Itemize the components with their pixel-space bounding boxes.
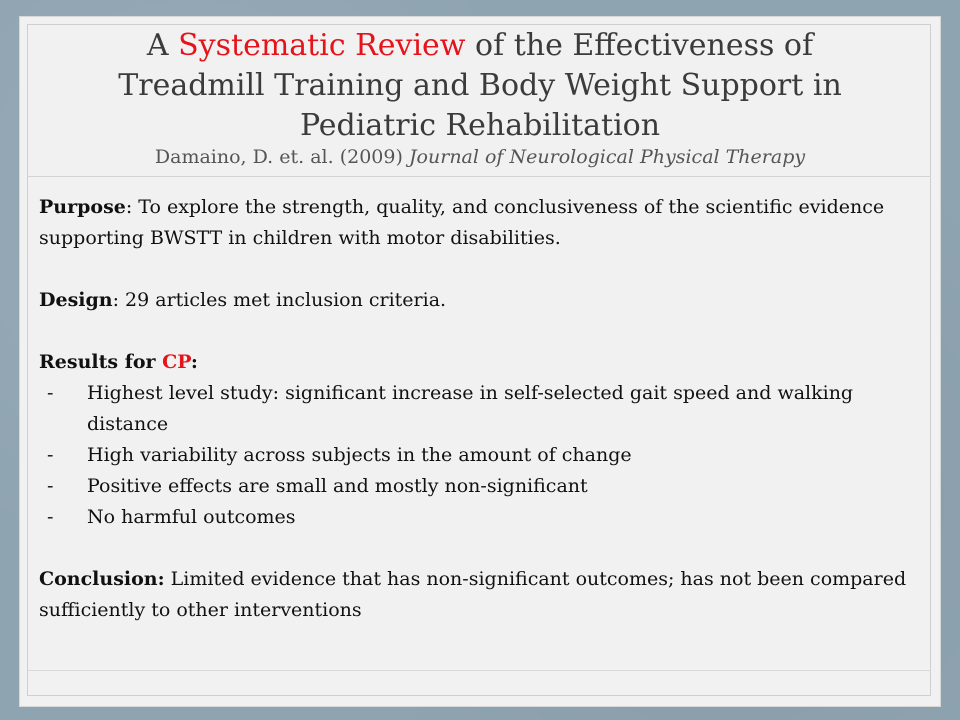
results-label-suffix: : — [190, 351, 198, 373]
title-prefix: A — [146, 28, 179, 63]
conclusion-text: Limited evidence that has non-significant outcomes; has not been compared sufficiently to other interventions — [39, 568, 907, 621]
results-label-highlight: CP — [162, 351, 191, 373]
conclusion-label: Conclusion: — [39, 568, 165, 590]
slide-body — [39, 192, 919, 626]
results-section — [39, 347, 919, 533]
bullet-dash: - — [47, 382, 54, 404]
list-item — [39, 502, 919, 533]
citation-authors: Damaino, D. et. al. (2009) — [154, 146, 409, 168]
slide-title — [69, 26, 891, 146]
results-label-prefix: Results for — [39, 351, 163, 373]
results-heading — [39, 347, 919, 378]
list-item-text: High variability across subjects in the amount of change — [87, 444, 632, 466]
list-item — [39, 378, 919, 440]
results-list — [39, 378, 919, 533]
citation — [79, 144, 881, 170]
footer-divider — [27, 670, 931, 671]
citation-journal: Journal of Neurological Physical Therapy — [408, 146, 806, 168]
bullet-dash: - — [47, 444, 54, 466]
title-suffix: of the Effectiveness of Treadmill Training and Body Weight Support in Pediatric Rehabilitation — [118, 28, 842, 143]
list-item-text: No harmful outcomes — [87, 506, 296, 528]
list-item-text: Positive effects are small and mostly non-significant — [87, 475, 588, 497]
bullet-dash: - — [47, 475, 54, 497]
purpose-text: : To explore the strength, quality, and conclusiveness of the scientific evidence supporting BWSTT in children with motor disabilities. — [39, 196, 885, 249]
purpose-paragraph — [39, 192, 919, 254]
list-item — [39, 440, 919, 471]
title-highlight: Systematic Review — [178, 28, 466, 63]
list-item — [39, 471, 919, 502]
header-divider — [27, 176, 931, 177]
slide — [19, 16, 941, 707]
design-label: Design — [39, 289, 113, 311]
design-text: : 29 articles met inclusion criteria. — [112, 289, 447, 311]
bullet-dash: - — [47, 506, 54, 528]
design-paragraph — [39, 285, 919, 316]
list-item-text: Highest level study: significant increase in self-selected gait speed and walking distance — [87, 382, 854, 435]
purpose-label: Purpose — [39, 196, 126, 218]
conclusion-paragraph — [39, 564, 919, 626]
